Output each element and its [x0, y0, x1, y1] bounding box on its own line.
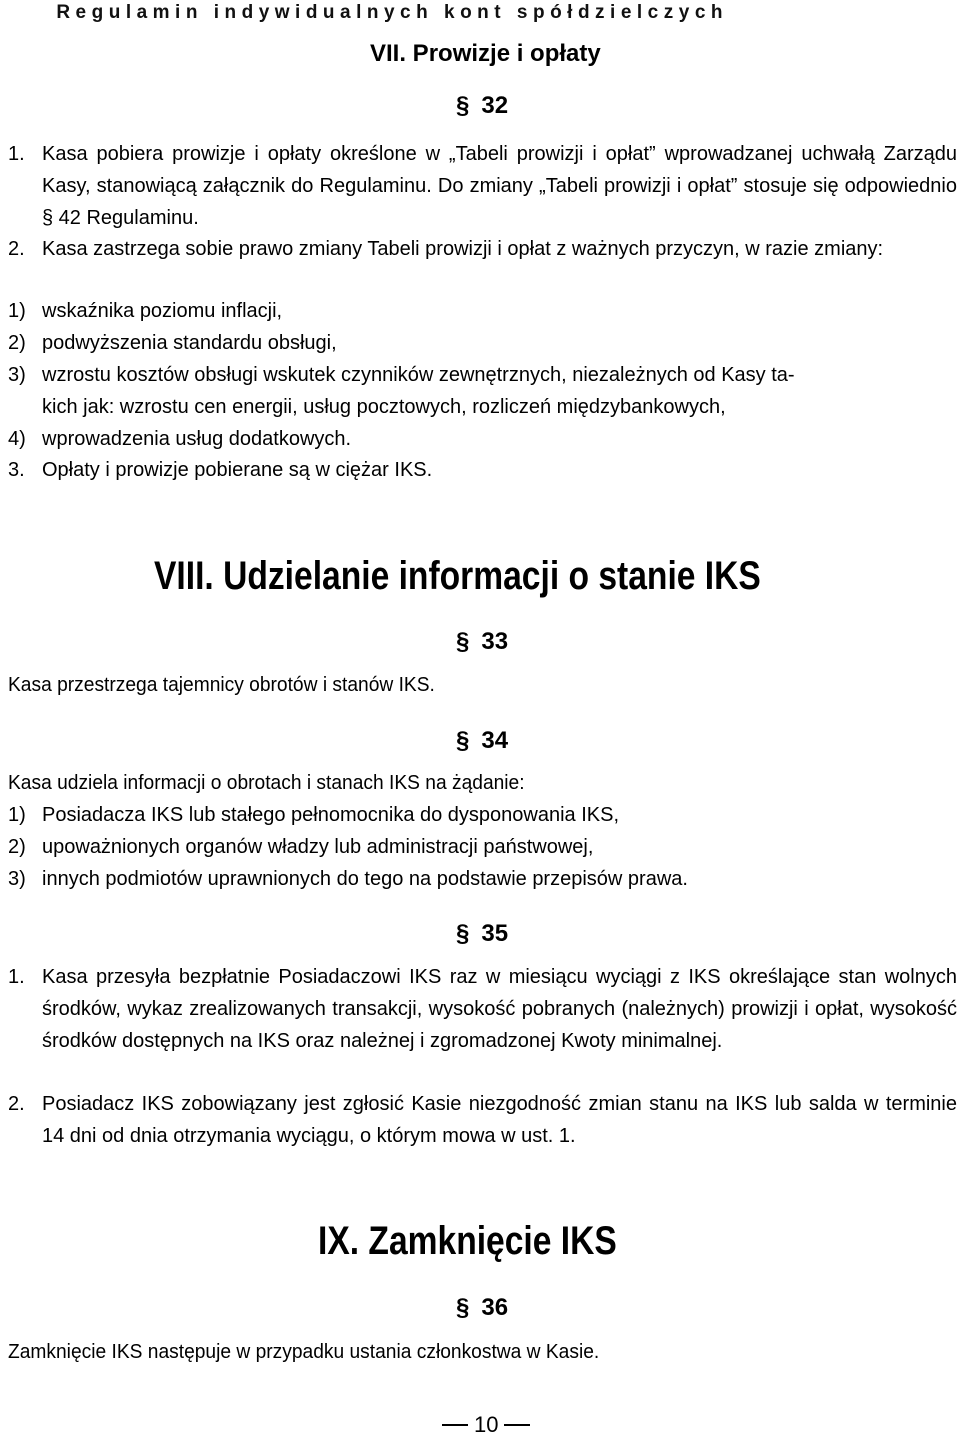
s32-item-2-text: Kasa zastrzega sobie prawo zmiany Tabeli prowizji i opłat z ważnych przyczyn, w razie zmiany:: [42, 238, 884, 260]
s36-text: Zamknięcie IKS następuje w przypadku ustania członkostwa w Kasie.: [8, 1341, 600, 1363]
section-sign-icon: §: [456, 628, 470, 655]
s32-item-1-text: Kasa pobiera prowizje i opłaty określone w „Tabeli prowizji i opłat” wprowadzanej uchwałą Zarządu Kasy, stanowiącą załącznik do Regulaminu. Do zmiany „Tabeli prowizji i opłat” stosuje się odpowiednio § 42 Regulaminu.: [42, 143, 957, 229]
chapter-title-vii: VII. Prowizje i opłaty: [370, 40, 601, 67]
paragraph-32-heading: § 32: [456, 92, 509, 119]
section-sign-icon: §: [456, 92, 470, 119]
s34-sub-3: 3) innych podmiotów uprawnionych do tego na podstawie przepisów prawa.: [8, 868, 688, 890]
section-sign-icon: §: [456, 1294, 470, 1321]
chapter-title-ix: IX. Zamknięcie IKS: [318, 1219, 617, 1263]
paragraph-35-heading: § 35: [456, 920, 509, 947]
footer-dash-left: [442, 1424, 468, 1426]
s35-item-1-text: Kasa przesyła bezpłatnie Posiadaczowi IKS raz w miesiącu wyciągi z IKS określające stan wolnych środków, wykaz zrealizowanych transakcji, wysokość pobranych (należnych) prowizji i opłat, wysokość środków dostępnych na IKS oraz należnej i zgromadzonej Kwoty minimalnej.: [42, 966, 957, 1052]
s34-sub-2: 2) upoważnionych organów władzy lub administracji państwowej,: [8, 836, 594, 858]
s34-intro: Kasa udziela informacji o obrotach i stanach IKS na żądanie:: [8, 772, 525, 794]
paragraph-34-heading: § 34: [456, 727, 509, 754]
page-footer: [436, 1412, 536, 1438]
document-page: Regulamin indywidualnych kont spółdzielczych VII. Prowizje i opłaty § 32 1. Kasa pobiera prowizje i opłaty określone w „Tabeli prowizji i opłat” wprowadzanej uchwałą Zarządu Kasy, stanowiącą załącznik do Regulaminu. Do zmiany „Tabeli prowizji i opłat” stosuje się odpowiednio § 42 Regulaminu. 2. Kasa zastrzega sobie prawo zmiany Tabeli prowizji i opłat z ważnych przyczyn, w razie zmiany: 1) wskaźnika poziomu inflacji, 2) podwyższenia standardu obsługi, 3) wzrostu kosztów obsługi wskutek czynników zewnętrznych, niezależnych od Kasy ta- kich jak: wzrostu cen energii, usług pocztowych, rozliczeń międzybankowych, 4) wprowadzenia usług dodatkowych. 3. Opłaty i prowizje pobierane są w ciężar IKS. VIII. Udzielanie informacji o stanie IKS § 33 Kasa przestrzega tajemnicy obrotów i stanów IKS. § 34 Kasa udziela informacji o obrotach i stanach IKS na żądanie: 1) Posiadacza IKS lub stałego pełnomocnika do dysponowania IKS, 2) upoważnionych organów władzy lub administracji państwowej, 3) innych podmiotów uprawnionych do tego na podstawie przepisów prawa. § 35 1. Kasa przesyła bezpłatnie Posiadaczowi IKS raz w miesiącu wyciągi z IKS określające stan wolnych środków, wykaz zrealizowanych transakcji, wysokość pobranych (należnych) prowizji i opłat, wysokość środków dostępnych na IKS oraz należnej i zgromadzonej Kwoty minimalnej. 2. Posiadacz IKS zobowiązany jest zgłosić Kasie niezgodność zmian stanu na IKS lub salda w terminie 14 dni od dnia otrzymania wyciągu, o którym mowa w ust. 1. IX. Zamknięcie IKS § 36 Zamknięcie IKS następuje w przypadku ustania członkostwa w Kasie. 10: [8, 2, 957, 1437]
s32-sub-3: 3) wzrostu kosztów obsługi wskutek czynników zewnętrznych, niezależnych od Kasy ta-: [8, 364, 795, 386]
s32-sub-2: 2) podwyższenia standardu obsługi,: [8, 332, 337, 354]
s32-sub-3-cont: kich jak: wzrostu cen energii, usług pocztowych, rozliczeń międzybankowych,: [42, 396, 726, 418]
page-number: 10: [474, 1412, 499, 1437]
s32-sub-4: 4) wprowadzenia usług dodatkowych.: [8, 428, 352, 450]
s32-sub-1: 1) wskaźnika poziomu inflacji,: [8, 300, 283, 322]
chapter-title-viii: VIII. Udzielanie informacji o stanie IKS: [154, 554, 761, 598]
running-header: Regulamin indywidualnych kont spółdzielczych: [56, 2, 728, 23]
s32-item-3: 3. Opłaty i prowizje pobierane są w ciężar IKS.: [8, 459, 433, 481]
paragraph-33-heading: § 33: [456, 628, 509, 655]
footer-dash-right: [504, 1424, 530, 1426]
s35-item-2-text: Posiadacz IKS zobowiązany jest zgłosić Kasie niezgodność zmian stanu na IKS lub salda w terminie 14 dni od dnia otrzymania wyciągu, o którym mowa w ust. 1.: [42, 1093, 957, 1147]
paragraph-36-heading: § 36: [456, 1294, 509, 1321]
section-sign-icon: §: [456, 727, 470, 754]
s34-sub-1: 1) Posiadacza IKS lub stałego pełnomocnika do dysponowania IKS,: [8, 804, 620, 826]
s33-text: Kasa przestrzega tajemnicy obrotów i stanów IKS.: [8, 674, 435, 696]
section-sign-icon: §: [456, 920, 470, 947]
